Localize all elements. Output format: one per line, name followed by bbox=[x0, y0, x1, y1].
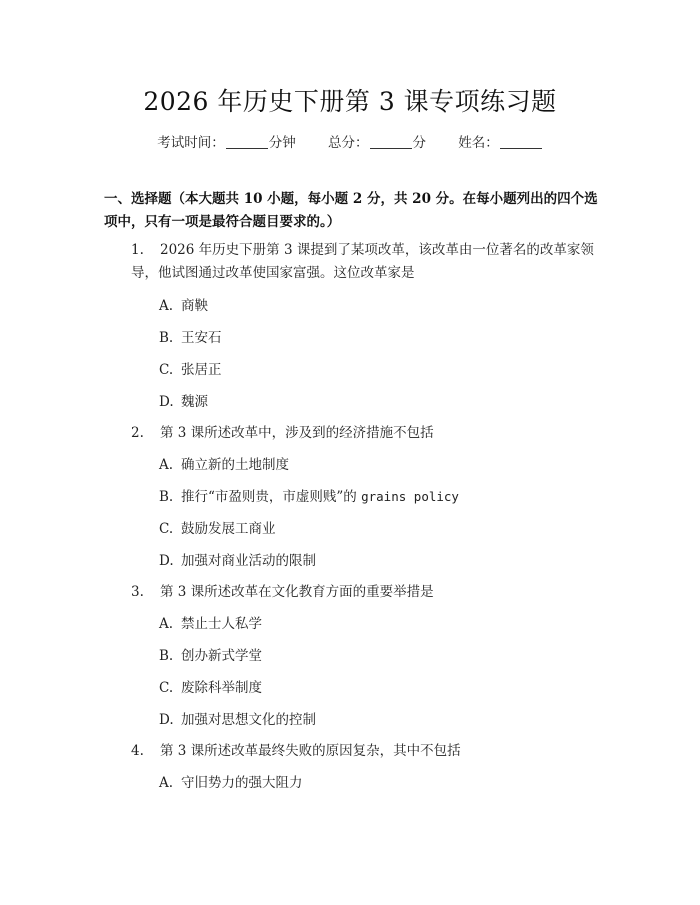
option-extra-text: grains policy bbox=[361, 489, 459, 504]
question-number: 3. bbox=[131, 584, 144, 600]
question-number: 1. bbox=[131, 242, 144, 258]
option-2-b[interactable] bbox=[159, 487, 459, 507]
total-score-blank[interactable] bbox=[370, 134, 412, 149]
option-label: D. bbox=[159, 712, 174, 728]
total-score bbox=[328, 131, 426, 151]
question-3 bbox=[104, 581, 604, 604]
section-heading: 一、选择题（本大题共 10 小题，每小题 2 分，共 20 分。在每小题列出的四个选项中，只有一项是最符合题目要求的。） bbox=[104, 191, 598, 230]
student-name-blank[interactable] bbox=[500, 134, 542, 149]
exam-meta bbox=[0, 131, 700, 151]
exam-time-unit: 分钟 bbox=[268, 135, 296, 151]
option-label: B. bbox=[159, 648, 174, 664]
exam-time-label: 考试时间： bbox=[157, 135, 225, 151]
option-1-c[interactable] bbox=[159, 360, 222, 380]
option-text: 王安石 bbox=[181, 330, 222, 346]
option-label: A. bbox=[159, 775, 174, 791]
question-1 bbox=[104, 239, 604, 285]
question-text: 第 3 课所述改革最终失败的原因复杂，其中不包括 bbox=[160, 743, 461, 759]
option-label: C. bbox=[159, 680, 174, 696]
option-text: 守旧势力的强大阻力 bbox=[181, 775, 303, 791]
option-1-b[interactable] bbox=[159, 328, 222, 348]
student-name bbox=[458, 131, 543, 151]
total-score-unit: 分 bbox=[412, 135, 426, 151]
option-label: A. bbox=[159, 457, 174, 473]
exam-time bbox=[157, 131, 296, 151]
option-text: 鼓励发展工商业 bbox=[181, 521, 276, 537]
option-text: 废除科举制度 bbox=[181, 680, 262, 696]
option-text: 张居正 bbox=[181, 362, 222, 378]
option-label: C. bbox=[159, 521, 174, 537]
option-label: A. bbox=[159, 616, 174, 632]
option-text: 推行“市盈则贵，市虚则贱”的 bbox=[181, 489, 357, 505]
question-number: 2. bbox=[131, 425, 144, 441]
option-1-d[interactable] bbox=[159, 392, 208, 412]
question-number: 4. bbox=[131, 743, 144, 759]
option-label: A. bbox=[159, 298, 174, 314]
question-text: 第 3 课所述改革在文化教育方面的重要举措是 bbox=[160, 584, 434, 600]
option-text: 创办新式学堂 bbox=[181, 648, 262, 664]
option-text: 商鞅 bbox=[181, 298, 208, 314]
option-text: 确立新的土地制度 bbox=[181, 457, 289, 473]
question-text: 2026 年历史下册第 3 课提到了某项改革，该改革由一位著名的改革家领导，他试图通过改革使国家富强。这位改革家是 bbox=[131, 242, 594, 281]
option-4-a[interactable] bbox=[159, 773, 303, 793]
question-text: 第 3 课所述改革中，涉及到的经济措施不包括 bbox=[160, 425, 434, 441]
option-label: D. bbox=[159, 553, 174, 569]
option-2-d[interactable] bbox=[159, 551, 316, 571]
question-2 bbox=[104, 422, 604, 445]
student-name-label: 姓名： bbox=[458, 135, 499, 151]
option-3-a[interactable] bbox=[159, 614, 262, 634]
option-3-c[interactable] bbox=[159, 678, 262, 698]
total-score-label: 总分： bbox=[328, 135, 369, 151]
option-text: 加强对商业活动的限制 bbox=[181, 553, 316, 569]
option-2-a[interactable] bbox=[159, 455, 289, 475]
option-label: C. bbox=[159, 362, 174, 378]
option-3-b[interactable] bbox=[159, 646, 262, 666]
option-label: D. bbox=[159, 394, 174, 410]
exam-time-blank[interactable] bbox=[226, 134, 268, 149]
option-text: 加强对思想文化的控制 bbox=[181, 712, 316, 728]
option-3-d[interactable] bbox=[159, 710, 316, 730]
page-title: 2026 年历史下册第 3 课专项练习题 bbox=[143, 87, 557, 116]
option-1-a[interactable] bbox=[159, 296, 208, 316]
option-2-c[interactable] bbox=[159, 519, 276, 539]
option-label: B. bbox=[159, 489, 174, 505]
option-text: 魏源 bbox=[181, 394, 208, 410]
question-4 bbox=[104, 740, 604, 763]
option-label: B. bbox=[159, 330, 174, 346]
option-text: 禁止士人私学 bbox=[181, 616, 262, 632]
